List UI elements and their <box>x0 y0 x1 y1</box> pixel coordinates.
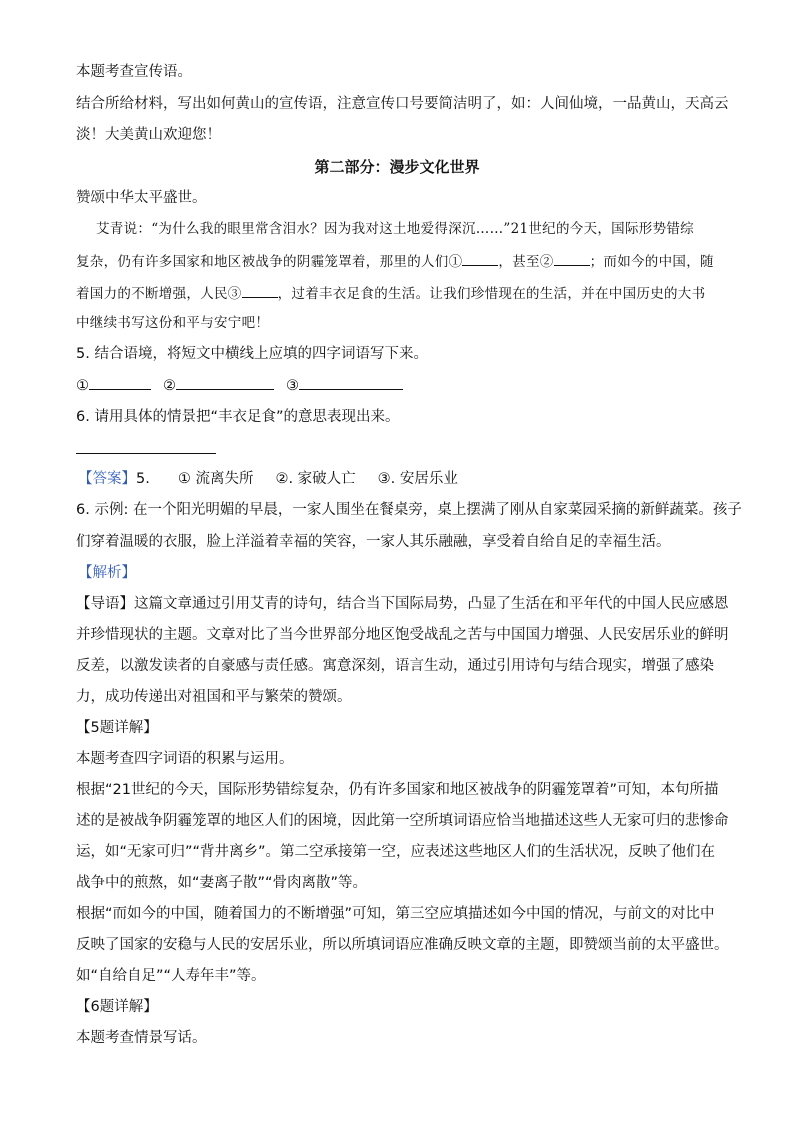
answer-3: ③. 安居乐业 <box>377 471 458 487</box>
answer-number: 5. <box>136 471 150 487</box>
guide-line-1: 【导语】这篇文章通过引用艾青的诗句，结合当下国际局势，凸显了生活在和平年代的中国人民应感恩 <box>76 596 729 612</box>
passage-text: ，甚至② <box>498 254 554 270</box>
passage-line-2 <box>76 251 714 272</box>
detail-5-line-3: 述的是被战争阴霾笼罩的地区人们的困境，因此第一空所填词语应恰当地描述这些人无家可归的悲惨命 <box>76 813 729 829</box>
answer-1: ① 流离失所 <box>177 471 254 487</box>
blank-3 <box>242 283 278 298</box>
question-5: 5. 结合语境，将短文中横线上应填的四字词语写下来。 <box>76 346 428 362</box>
detail-5-line-1: 本题考查四字词语的积累与运用。 <box>76 751 294 767</box>
answer-blank-3 <box>299 375 403 390</box>
guide-line-3: 反差，以激发读者的自豪感与责任感。寓意深刻，语言生动，通过引用诗句与结合现实，增强了感染 <box>76 658 714 674</box>
passage-line-1: 艾青说：“为什么我的眼里常含泪水？因为我对这土地爱得深沉……”21世纪的今天，国际形势错综 <box>96 221 694 237</box>
detail-5-line-6: 根据“而如今的中国，随着国力的不断增强”可知，第三空应填描述如今中国的情况，与前文的对比中 <box>76 906 715 922</box>
passage-line-3 <box>76 283 705 304</box>
passage-text: 复杂，仍有许多国家和地区被战争的阴霾笼罩着，那里的人们① <box>76 254 463 270</box>
detail-5-line-7: 反映了国家的安稳与人民的安居乐业，所以所填词语应准确反映文章的主题，即赞颂当前的太平盛世。 <box>76 937 729 953</box>
detail-5-line-8: 如“自给自足”“人寿年丰”等。 <box>76 968 266 984</box>
blank-1 <box>462 251 498 266</box>
detail-6-title: 【6题详解】 <box>76 999 158 1015</box>
answer-row <box>78 469 458 489</box>
detail-6-line-1: 本题考查情景写话。 <box>76 1030 207 1046</box>
passage-line-4: 中继续书写这份和平与安宁吧！ <box>76 315 270 331</box>
detail-5-title: 【5题详解】 <box>76 720 158 736</box>
blank-marker-2: ② <box>163 378 176 394</box>
passage-text: ，过着丰衣足食的生活。让我们珍惜现在的生活，并在中国历史的大书 <box>277 286 706 302</box>
blank-2 <box>554 251 590 266</box>
detail-5-line-2: 根据“21世纪的今天，国际形势错综复杂，仍有许多国家和地区被战争的阴霾笼罩着”可知，本句所描 <box>76 782 719 798</box>
intro-line-1: 本题考查宣传语。 <box>76 64 192 80</box>
question-6: 6. 请用具体的情景把“丰衣足食”的意思表现出来。 <box>76 409 400 425</box>
topic-line: 赞颂中华太平盛世。 <box>76 190 207 206</box>
passage-text: ；而如今的中国，随 <box>589 254 714 270</box>
answer-6-line-2: 们穿着温暖的衣服，脸上洋溢着幸福的笑容，一家人其乐融融，享受着自给自足的幸福生活。 <box>76 534 671 550</box>
answer-blank-2 <box>176 375 274 390</box>
blank-marker-3: ③ <box>286 378 299 394</box>
answer-label: 【答案】 <box>78 471 136 487</box>
answer-line <box>76 453 216 454</box>
question-5-blanks <box>76 375 403 396</box>
guide-line-2: 并珍惜现状的主题。文章对比了当今世界部分地区饱受战乱之苦与中国国力增强、人民安居乐业的鲜明 <box>76 627 729 643</box>
answer-2: ②. 家破人亡 <box>275 471 356 487</box>
passage-text: 着国力的不断增强，人民③ <box>76 286 242 302</box>
detail-5-line-4: 运，如“无家可归”“背井离乡”。第二空承接第一空，应表述这些地区人们的生活状况，反映了他们在 <box>76 844 716 860</box>
answer-blank-1 <box>89 375 151 390</box>
guide-line-4: 力，成功传递出对祖国和平与繁荣的赞颂。 <box>76 689 352 705</box>
blank-marker-1: ① <box>76 378 89 394</box>
detail-5-line-5: 战争中的煎熬，如“妻离子散”“骨肉离散”等。 <box>76 875 368 891</box>
answer-6-line-1: 6. 示例: 在一个阳光明媚的早晨，一家人围坐在餐桌旁，桌上摆满了刚从自家菜园采摘的新鲜蔬菜。孩子 <box>76 502 742 518</box>
section-title: 第二部分：漫步文化世界 <box>314 158 480 176</box>
intro-line-3: 淡！大美黄山欢迎您！ <box>76 127 221 143</box>
analysis-label: 【解析】 <box>78 565 136 581</box>
intro-line-2: 结合所给材料，写出如何黄山的宣传语，注意宣传口号要简洁明了，如：人间仙境，一品黄山，天高云 <box>76 96 729 112</box>
